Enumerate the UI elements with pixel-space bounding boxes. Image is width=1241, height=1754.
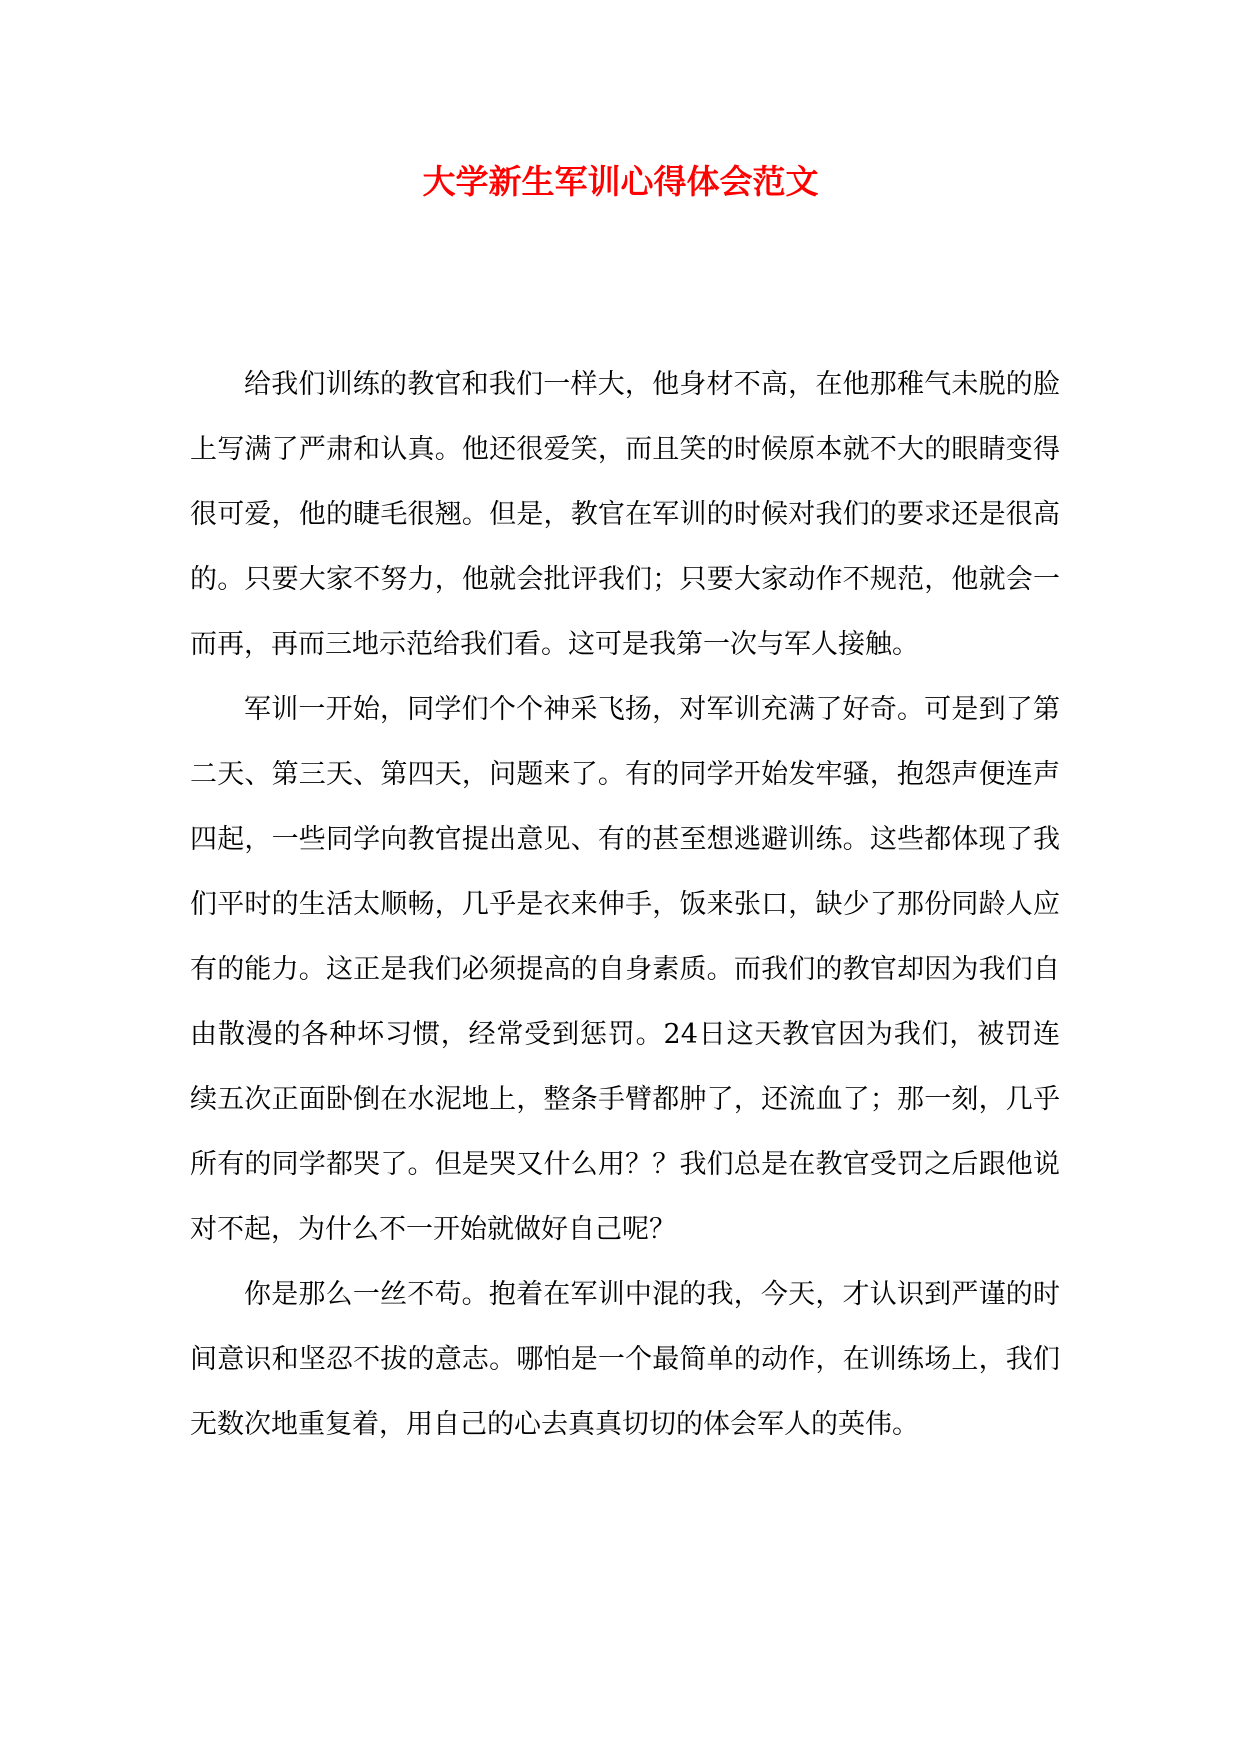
document-body [190, 352, 1060, 1457]
document-title: 大学新生军训心得体会范文 [422, 162, 819, 201]
paragraph: 给我们训练的教官和我们一样大，他身材不高，在他那稚气未脱的脸上写满了严肃和认真。他还很爱笑，而且笑的时候原本就不大的眼睛变得很可爱，他的睫毛很翘。但是，教官在军训的时候对我们的要求还是很高的。只要大家不努力，他就会批评我们；只要大家动作不规范，他就会一而再，再而三地示范给我们看。这可是我第一次与军人接触。 [190, 369, 1060, 660]
paragraph: 你是那么一丝不苟。抱着在军训中混的我，今天，才认识到严谨的时间意识和坚忍不拔的意志。哪怕是一个最简单的动作，在训练场上，我们无数次地重复着，用自己的心去真真切切的体会军人的英伟。 [190, 1279, 1060, 1440]
paragraph: 军训一开始，同学们个个神采飞扬，对军训充满了好奇。可是到了第二天、第三天、第四天，问题来了。有的同学开始发牢骚，抱怨声便连声四起，一些同学向教官提出意见、有的甚至想逃避训练。这些都体现了我们平时的生活太顺畅，几乎是衣来伸手，饭来张口，缺少了那份同龄人应有的能力。这正是我们必须提高的自身素质。而我们的教官却因为我们自由散漫的各种坏习惯，经常受到惩罚。24日这天教官因为我们，被罚连续五次正面卧倒在水泥地上，整条手臂都肿了，还流血了；那一刻，几乎所有的同学都哭了。但是哭又什么用？？我们总是在教官受罚之后跟他说对不起，为什么不一开始就做好自己呢？ [190, 694, 1060, 1245]
